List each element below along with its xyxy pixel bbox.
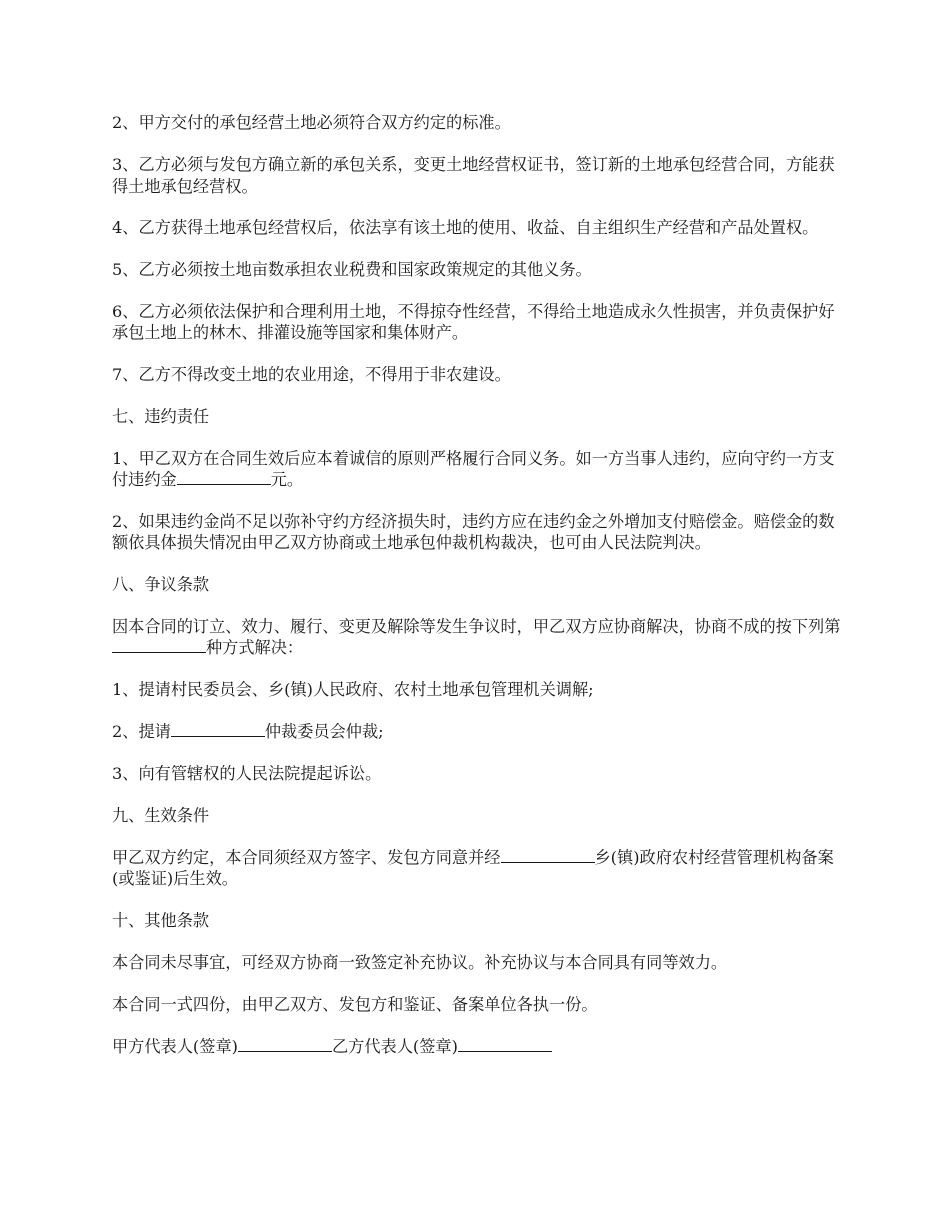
clause-10-para2: 本合同一式四份，由甲乙双方、发包方和鉴证、备案单位各执一份。 bbox=[112, 994, 598, 1014]
clause-7-1-text: 1、甲乙双方在合同生效后应本着诚信的原则严格履行合同义务。如一方当事人违约，应向守约一方支付违约金 bbox=[112, 448, 835, 489]
method-number-blank bbox=[112, 637, 206, 653]
clause-6-5: 5、乙方必须按土地亩数承担农业税费和国家政策规定的其他义务。 bbox=[112, 259, 592, 279]
clause-8-intro-tail: 种方式解决： bbox=[206, 638, 304, 657]
section-eight-heading: 八、争议条款 bbox=[112, 574, 210, 594]
clause-8-intro bbox=[112, 616, 842, 659]
section-nine-heading: 九、生效条件 bbox=[112, 805, 210, 825]
clause-6-3: 3、乙方必须与发包方确立新的承包关系，变更土地经营权证书，签订新的土地承包经营合同，方能获得土地承包经营权。 bbox=[112, 155, 835, 196]
clause-9-text-start: 甲乙双方约定，本合同须经双方签字、发包方同意并经 bbox=[112, 847, 501, 867]
clause-10-para1: 本合同未尽事宜，可经双方协商一致签定补充协议。补充协议与本合同具有同等效力。 bbox=[112, 952, 728, 972]
clause-8-2 bbox=[112, 721, 842, 743]
signature-line bbox=[112, 1036, 842, 1058]
clause-9-text bbox=[112, 847, 842, 890]
clause-7-1-unit: 元。 bbox=[270, 470, 304, 489]
penalty-amount-blank bbox=[177, 469, 271, 485]
document-page bbox=[112, 112, 842, 1078]
party-a-signature-label: 甲方代表人(签章) bbox=[112, 1036, 238, 1056]
clause-9-text-end: 乡(镇)政府农村经营管理机构备案(或鉴证)后生效。 bbox=[112, 847, 834, 888]
clause-6-2: 2、甲方交付的承包经营土地必须符合双方约定的标准。 bbox=[112, 113, 511, 132]
clause-7-2: 2、如果违约金尚不足以弥补守约方经济损失时，违约方应在违约金之外增加支付赔偿金。赔偿金的数额依具体损失情况由甲乙双方协商或土地承包仲裁机构裁决，也可由人民法院判决。 bbox=[112, 511, 835, 552]
party-a-signature-blank bbox=[238, 1036, 332, 1052]
arbitration-committee-blank bbox=[171, 721, 265, 737]
clause-6-4: 4、乙方获得土地承包经营权后，依法享有该土地的使用、收益、自主组织生产经营和产品处置权。 bbox=[112, 218, 819, 237]
section-ten-heading: 十、其他条款 bbox=[112, 910, 210, 930]
section-seven-heading: 七、违约责任 bbox=[112, 406, 210, 426]
clause-7-1 bbox=[112, 448, 842, 491]
clause-8-intro-text: 因本合同的订立、效力、履行、变更及解除等发生争议时，甲乙双方应协商解决，协商不成的按下列第 bbox=[112, 616, 841, 636]
clause-8-3: 3、向有管辖权的人民法院提起诉讼。 bbox=[112, 763, 382, 783]
clause-6-7: 7、乙方不得改变土地的农业用途，不得用于非农建设。 bbox=[112, 364, 511, 384]
clause-8-1: 1、提请村民委员会、乡(镇)人民政府、农村土地承包管理机关调解; bbox=[112, 679, 594, 699]
township-blank bbox=[501, 847, 595, 863]
clause-8-2-text: 2、提请 bbox=[112, 721, 171, 741]
party-b-signature-label: 乙方代表人(签章) bbox=[331, 1036, 458, 1056]
clause-8-2-tail: 仲裁委员会仲裁; bbox=[264, 721, 384, 741]
clause-6-6: 6、乙方必须依法保护和合理利用土地，不得掠夺性经营，不得给土地造成永久性损害，并负责保护好承包土地上的林木、排灌设施等国家和集体财产。 bbox=[112, 301, 835, 342]
party-b-signature-blank bbox=[458, 1036, 552, 1052]
